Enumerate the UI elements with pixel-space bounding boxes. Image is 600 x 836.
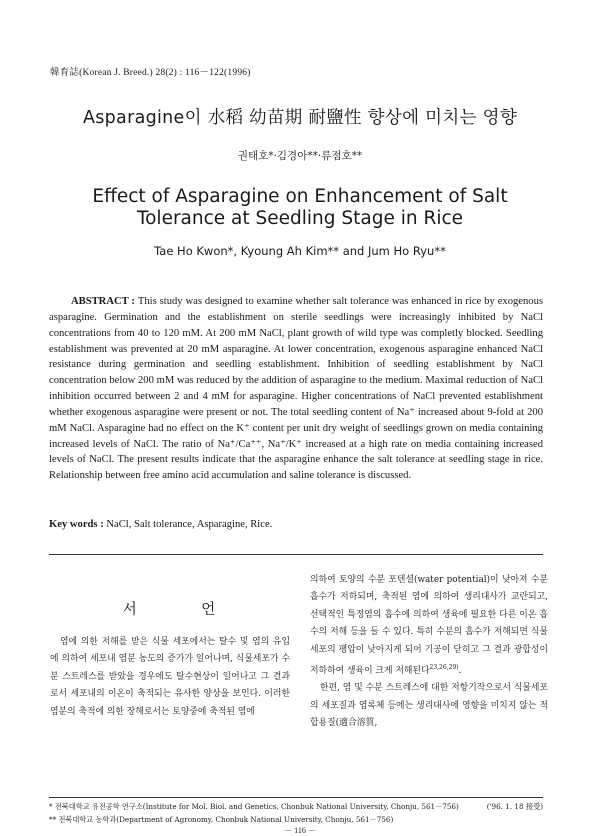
received-date: ('96. 1. 18 接受) [486,802,543,811]
divider [49,554,543,555]
abstract: ABSTRACT : This study was designed to examine whether salt tolerance was enhanced in rice by exogenous asparagine. Germination and the establishment on sterile seedlings were increasingly inhibited by NaCl concentrations from 40 to 120 mM. At 200 mM NaCl, plant growth of wild type was completly blocked. Seedling establishment was prevented at 20 mM asparagine. At lower concentration, exogenous asparagine enhanced NaCl resistance during germination and seedling establishment. Inhibition of seedling establishment by NaCl concentration below 200 mM was reduced by the addition of asparagine to the medium. Maximal reduction of NaCl inhibition occurred between 2 and 4 mM for asparagine. Higher concentrations of NaCl prevented establishment whether exogenous asparagine were present or not. The total seedling content of Na⁺ increased about 9-fold at 200 mM NaCl. Asparagine had no effect on the K⁺ content per unit dry weight of seedlings grown on media containing increased levels of NaCl. The ratio of Na⁺/Ca⁺⁺, Na⁺/K⁺ increased at a high rate on media containing increased levels of NaCl. The present results indicate that the asparagine enhance the salt tolerance at seedling stage in rice. Relationship between free amino acid accumulation and saline tolerance is discussed. [49,296,544,482]
keywords: Key words : NaCl, Salt tolerance, Asparagine, Rice. [49,519,273,530]
right-column-text-1: 의하여 토양의 수분 포텐셜(water potential)이 낮아져 수분 흡수가 저하되며, 축적된 염에 의하여 생리대사가 교란되고, 선택적인 특정염의 흡수에 의하여 생육에 필요한 다른 이온 흡수의 저해 등을 들 수 있다. 특히 수분의 흡수가 저해되면 식물세포의 팽압이 낮아지게 되어 기공이 닫히고 그 결과 광합성이 저하하여 생육이 크게 저해된다 [310,575,548,676]
right-column-paragraph-1 [310,572,548,680]
right-column [310,572,548,733]
footnote-2: ** 전북대학교 농학과(Department of Agronomy, Chonbuk National University, Chonju, 561－756) [49,815,394,824]
keywords-text: NaCl, Salt tolerance, Asparagine, Rice. [106,519,273,530]
footnote-1 [49,802,543,812]
right-column-paragraph-2: 한편, 염 및 수분 스트레스에 대한 저항기작으로서 식물세포의 세포질과 엽록체 등에는 생리대사에 영향을 미치지 않는 적합용질(適合溶質, [310,683,548,729]
english-title-line-1: Effect of Asparagine on Enhancement of Salt [92,186,508,207]
keywords-label: Key words [49,519,98,530]
abstract-label: ABSTRACT [71,296,129,307]
korean-title: Asparagine이 水稻 幼苗期 耐鹽性 향상에 미치는 영향 [82,108,518,128]
english-title [0,186,600,230]
korean-authors: 권태호*·김경아**·류점호** [237,150,363,162]
reference-superscript: 23,26,29) [429,664,459,672]
left-column [50,634,290,721]
section-heading: 서 언 [122,602,246,618]
right-column-text-1-end: . [458,665,462,676]
footnote-divider [49,797,543,798]
english-authors: Tae Ho Kwon*, Kyoung Ah Kim** and Jum Ho Ryu** [154,244,446,258]
journal-citation: 韓育誌(Korean J. Breed.) 28(2) : 116－122(1996) [50,68,251,78]
english-title-line-2: Tolerance at Seedling Stage in Rice [136,208,464,229]
abstract-text: This study was designed to examine whether salt tolerance was enhanced in rice by exogenous asparagine. Germination and the establishment on sterile seedlings were increasingly inhibited by NaCl concentrations from 40 to 120 mM. At 200 mM NaCl, plant growth of wild type was completly blocked. Seedling establishment was prevented at 20 mM asparagine. At lower concentration, exogenous asparagine enhanced NaCl resistance during germination and seedling establishment. Inhibition of seedling establishment by NaCl concentration below 200 mM was reduced by the addition of asparagine to the medium. Maximal reduction of NaCl inhibition occurred between 2 and 4 mM for asparagine. Higher concentrations of NaCl prevented establishment whether exogenous asparagine were present or not. The total seedling content of Na⁺ increased about 9-fold at 200 mM NaCl. Asparagine had no effect on the K⁺ content per unit dry weight of seedlings grown on media containing increased levels of NaCl. The ratio of Na⁺/Ca⁺⁺, Na⁺/K⁺ increased at a high rate on media containing increased levels of NaCl. The present results indicate that the asparagine enhance the salt tolerance at seedling stage in rice. Relationship between free amino acid accumulation and saline tolerance is discussed. [49,296,544,482]
page-number: － 116 － [284,826,316,835]
left-column-paragraph: 염에 의한 저해를 받은 식물 세포에서는 탈수 및 염의 유입에 의하여 세포내 염분 농도의 증가가 일어나며, 식물세포가 수분 스트레스를 받았을 경우에도 탈수현상이 일어나고 그 결과로서 세포내의 이온이 축적되는 유사한 양상을 보인다. 이러한 염분의 축적에 의한 장해로서는 토양중에 축적된 염에 [50,637,290,717]
footnote-1-text: * 전북대학교 유전공학 연구소(Institute for Mol. Biol. and Genetics, Chonbuk National University, Chonju, 561－756) [49,802,459,811]
